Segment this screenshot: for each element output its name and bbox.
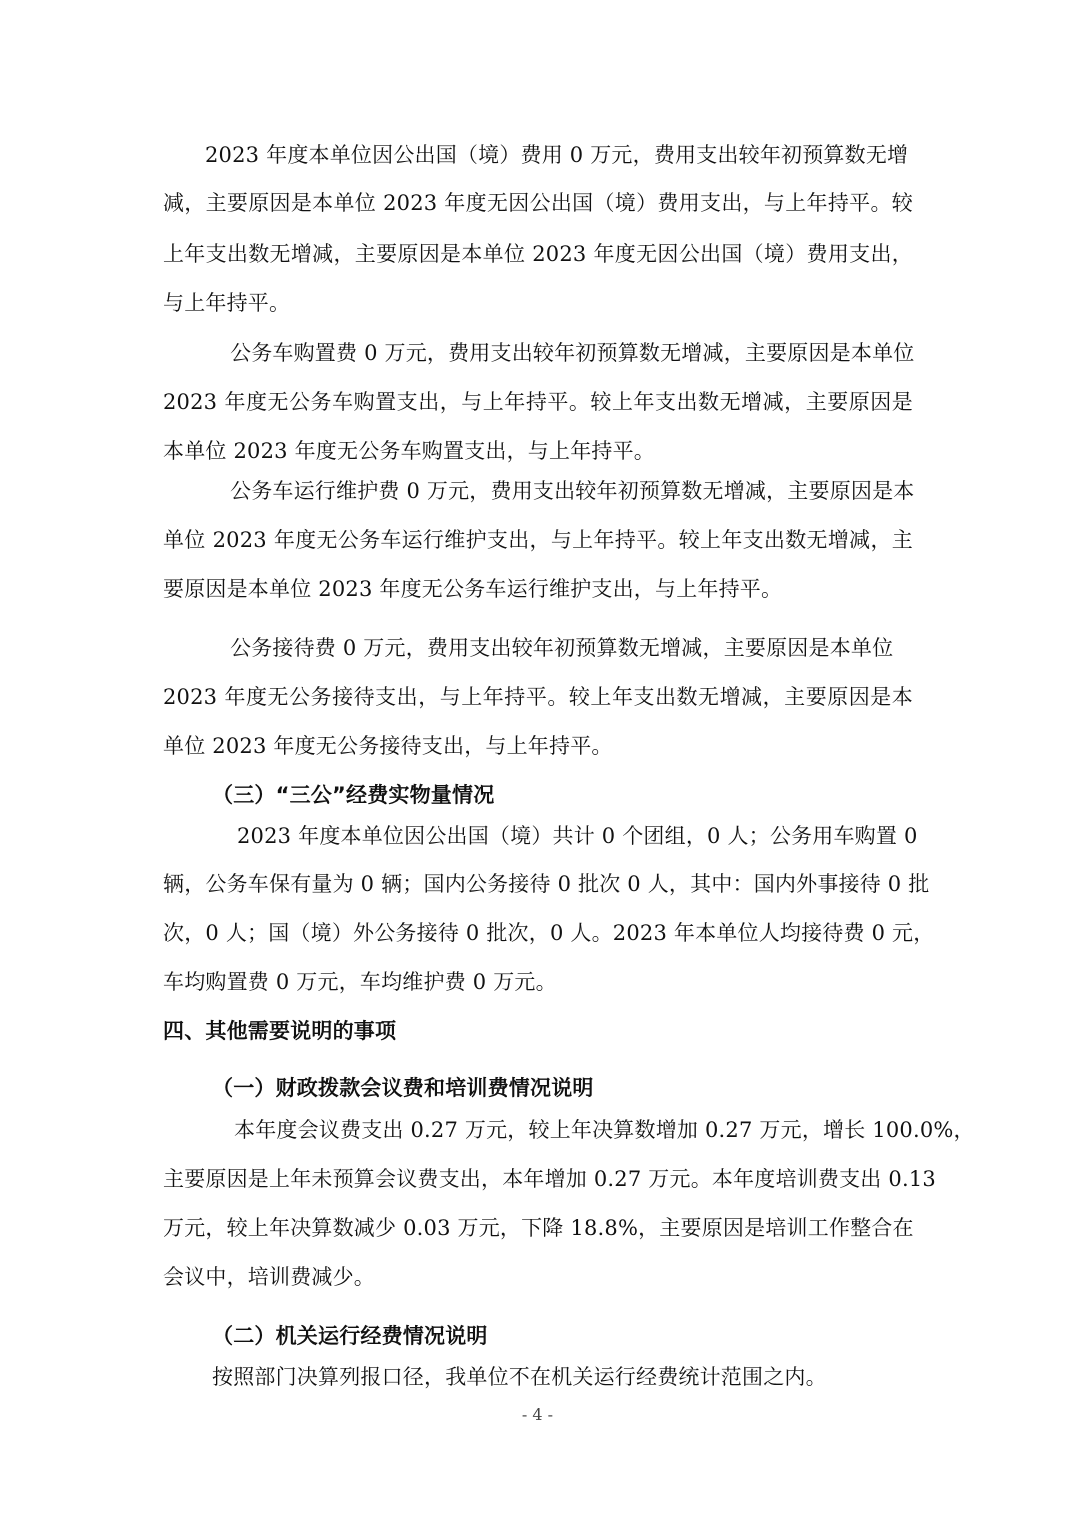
- paragraph-line: 公务车运行维护费 0 万元，费用支出较年初预算数无增减，主要原因是本: [230, 479, 915, 503]
- paragraph-line: 上年支出数无增减，主要原因是本单位 2023 年度无因公出国（境）费用支出，: [163, 242, 913, 266]
- paragraph-line: 公务车购置费 0 万元，费用支出较年初预算数无增减，主要原因是本单位: [230, 341, 915, 365]
- section-heading: 四、其他需要说明的事项: [163, 1019, 397, 1043]
- paragraph-line: 主要原因是上年未预算会议费支出，本年增加 0.27 万元。本年度培训费支出 0.13: [163, 1167, 936, 1191]
- page-number: - 4 -: [521, 1405, 554, 1424]
- paragraph-line: 单位 2023 年度无公务车运行维护支出，与上年持平。较上年支出数无增减，主: [163, 528, 913, 552]
- subsection-heading: （二）机关运行经费情况说明: [212, 1324, 488, 1348]
- paragraph-line: 2023 年度本单位因公出国（境）费用 0 万元，费用支出较年初预算数无增: [205, 143, 909, 167]
- paragraph-line: 要原因是本单位 2023 年度无公务车运行维护支出，与上年持平。: [163, 577, 783, 601]
- paragraph-line: 按照部门决算列报口径，我单位不在机关运行经费统计范围之内。: [212, 1365, 827, 1389]
- paragraph-line: 车均购置费 0 万元，车均维护费 0 万元。: [163, 970, 557, 994]
- paragraph-line: 减，主要原因是本单位 2023 年度无因公出国（境）费用支出，与上年持平。较: [163, 191, 913, 215]
- paragraph-line: 2023 年度无公务接待支出，与上年持平。较上年支出数无增减，主要原因是本: [163, 685, 913, 709]
- paragraph-line: 与上年持平。: [163, 291, 291, 315]
- paragraph-line: 次，0 人；国（境）外公务接待 0 批次，0 人。2023 年本单位人均接待费 0 元，: [163, 921, 935, 945]
- paragraph-line: 2023 年度无公务车购置支出，与上年持平。较上年支出数无增减，主要原因是: [163, 390, 913, 414]
- paragraph-line: 辆，公务车保有量为 0 辆；国内公务接待 0 批次 0 人，其中：国内外事接待 0 批: [163, 872, 930, 896]
- subsection-heading: （一）财政拨款会议费和培训费情况说明: [212, 1076, 594, 1100]
- paragraph-line: 单位 2023 年度无公务接待支出，与上年持平。: [163, 734, 613, 758]
- paragraph-line: 公务接待费 0 万元，费用支出较年初预算数无增减，主要原因是本单位: [230, 636, 894, 660]
- paragraph-line: 万元，较上年决算数减少 0.03 万元，下降 18.8%，主要原因是培训工作整合在: [163, 1216, 914, 1240]
- paragraph-line: 会议中，培训费减少。: [163, 1265, 375, 1289]
- section-heading: （三）“三公”经费实物量情况: [212, 783, 495, 807]
- paragraph-line: 本年度会议费支出 0.27 万元，较上年决算数增加 0.27 万元，增长 100.0%，: [234, 1118, 975, 1142]
- paragraph-line: 本单位 2023 年度无公务车购置支出，与上年持平。: [163, 439, 655, 463]
- paragraph-line: 2023 年度本单位因公出国（境）共计 0 个团组，0 人；公务用车购置 0: [237, 824, 918, 848]
